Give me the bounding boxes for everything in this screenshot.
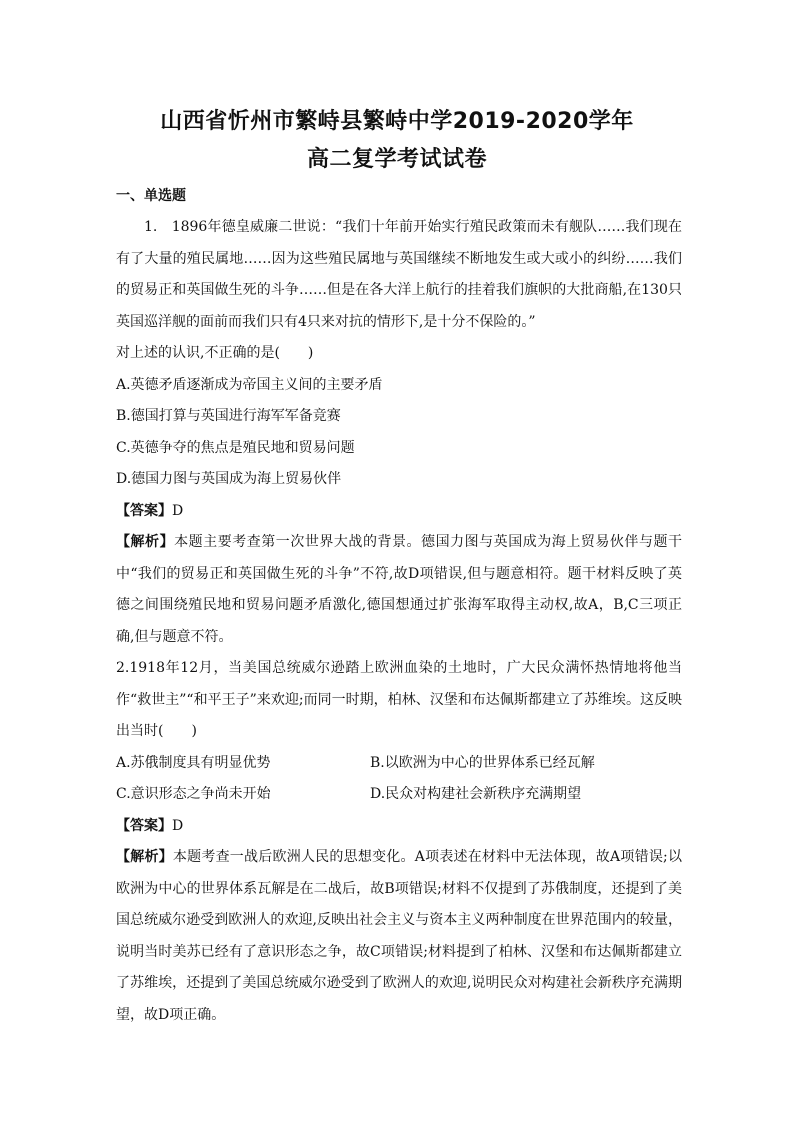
q2-analysis-label: 【解析】 <box>116 849 173 865</box>
q2-options-row-1 <box>116 748 682 780</box>
q2-option-d: D.民众对构建社会新秩序充满期望 <box>370 786 582 802</box>
q1-analysis <box>116 527 682 653</box>
q1-answer <box>116 496 682 528</box>
exam-title-line1: 山西省忻州市繁峙县繁峙中学2019-2020学年 <box>160 109 634 134</box>
section-heading: 一、单选题 <box>116 188 186 204</box>
q1-analysis-text: 本题主要考查第一次世界大战的背景。德国力图与英国成为海上贸易伙伴与题干中“我们的贸易正和英国做生死的斗争”不符,故D项错误,但与题意相符。题干材料反映了英德之间围绕殖民地和贸易问题矛盾激化,德国想通过扩张海军取得主动权,故A，B,C三项正确,但与题意不符。 <box>116 534 683 645</box>
q2-answer <box>116 811 682 843</box>
q2-analysis <box>116 842 682 1031</box>
q2-answer-label: 【答案】 <box>116 817 172 834</box>
exam-title-line2: 高二复学考试试卷 <box>306 147 487 172</box>
q1-answer-label: 【答案】 <box>116 502 172 519</box>
q2-stem: 2.1918年12月，当美国总统威尔逊踏上欧洲血染的土地时，广大民众满怀热情地将他当作“救世主”“和平王子”来欢迎;而同一时期，柏林、汉堡和布达佩斯都建立了苏维埃。这反映出当时( ) <box>116 660 682 739</box>
q1-option-d: D.德国力图与英国成为海上贸易伙伴 <box>116 471 342 487</box>
q1-question: 对上述的认识,不正确的是( ) <box>116 345 314 361</box>
q2-options-row-2 <box>116 779 682 811</box>
question-content <box>116 212 682 1031</box>
q1-analysis-label: 【解析】 <box>116 534 175 550</box>
q1-option-a: A.英德矛盾逐渐成为帝国主义间的主要矛盾 <box>116 376 383 393</box>
q2-option-b: B.以欧洲为中心的世界体系已经瓦解 <box>370 754 595 771</box>
q2-analysis-text: 本题考查一战后欧洲人民的思想变化。A项表述在材料中无法体现，故A项错误;以欧洲为中心的世界体系瓦解是在二战后，故B项错误;材料不仅提到了苏俄制度，还提到了美国总统威尔逊受到欧洲人的欢迎,反映出社会主义与资本主义两种制度在世界范围内的较量，说明当时美苏已经有了意识形态之争，故C项错误;材料提到了柏林、汉堡和布达佩斯都建立了苏维埃，还提到了美国总统威尔逊受到了欧洲人的欢迎,说明民众对构建社会新秩序充满期望，故D项正确。 <box>116 849 682 1023</box>
q2-option-a: A.苏俄制度具有明显优势 <box>116 754 271 771</box>
q1-stem: 1. 1896年德皇威廉二世说：“我们十年前开始实行殖民政策而未有舰队……我们现在有了大量的殖民属地……因为这些殖民属地与英国继续不断地发生或大或小的纠纷……我们的贸易正和英国做生死的斗争……但是在各大洋上航行的挂着我们旗帜的大批商船,在130只英国巡洋舰的面前而我们只有4只来对抗的情形下,是十分不保险的。” <box>116 219 682 330</box>
q2-option-c: C.意识形态之争尚未开始 <box>116 786 271 802</box>
q2-answer-value: D <box>172 817 184 834</box>
q1-option-c: C.英德争夺的焦点是殖民地和贸易问题 <box>116 439 355 456</box>
q1-option-b: B.德国打算与英国进行海军军备竞赛 <box>116 408 341 424</box>
q1-answer-value: D <box>172 502 184 519</box>
